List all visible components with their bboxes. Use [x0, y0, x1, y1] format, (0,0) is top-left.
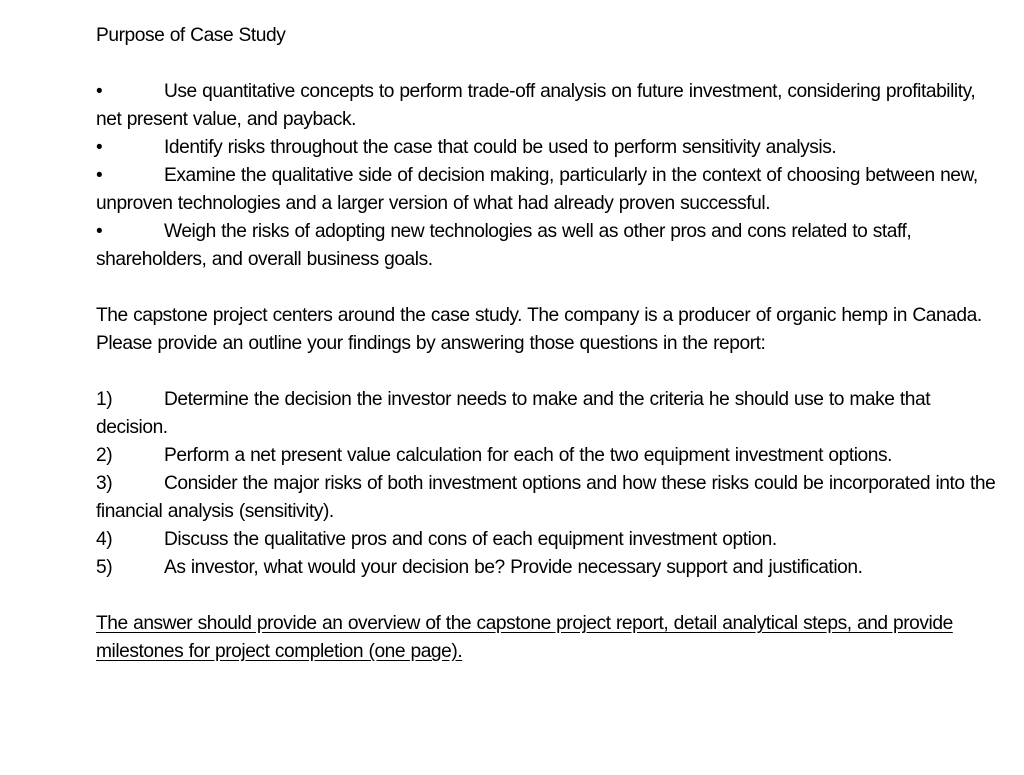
bullet-icon: •: [96, 165, 103, 186]
document-page: [96, 22, 996, 666]
question-number: 3): [96, 473, 113, 494]
question-item: [96, 442, 996, 470]
question-item: [96, 554, 996, 582]
bullet-item: [96, 134, 996, 162]
bullet-text: Use quantitative concepts to perform trade-off analysis on future investment, considering profitability, net present value, and payback.: [96, 81, 976, 130]
question-text: Consider the major risks of both investment options and how these risks could be incorporated into the financial analysis (sensitivity).: [96, 473, 996, 522]
spacer: [96, 358, 996, 386]
bullet-item: [96, 78, 996, 134]
bullet-item: [96, 218, 996, 274]
question-number: 1): [96, 389, 113, 410]
bullet-text: Weigh the risks of adopting new technologies as well as other pros and cons related to staff, shareholders, and overall business goals.: [96, 221, 912, 270]
spacer: [96, 50, 996, 78]
bullet-item: [96, 162, 996, 218]
purpose-bullet-list: [96, 78, 996, 274]
question-item: [96, 386, 996, 442]
question-text: Determine the decision the investor needs to make and the criteria he should use to make that decision.: [96, 389, 931, 438]
question-text: Perform a net present value calculation for each of the two equipment investment options.: [164, 445, 892, 466]
bullet-text: Identify risks throughout the case that could be used to perform sensitivity analysis.: [164, 137, 837, 158]
question-text: Discuss the qualitative pros and cons of each equipment investment option.: [164, 529, 777, 550]
spacer: [96, 274, 996, 302]
intro-paragraph: The capstone project centers around the case study. The company is a producer of organic hemp in Canada. Please provide an outline your findings by answering those questions in the report:: [96, 305, 982, 354]
question-item: [96, 470, 996, 526]
closing-instruction: The answer should provide an overview of the capstone project report, detail analytical steps, and provide milestones for project completion (one page).: [96, 613, 953, 662]
spacer: [96, 582, 996, 610]
question-number: 4): [96, 529, 113, 550]
section-heading: Purpose of Case Study: [96, 25, 286, 46]
question-item: [96, 526, 996, 554]
question-list: [96, 386, 996, 582]
bullet-icon: •: [96, 221, 103, 242]
bullet-text: Examine the qualitative side of decision making, particularly in the context of choosing between new, unproven technologies and a larger version of what had already proven successful.: [96, 165, 978, 214]
question-text: As investor, what would your decision be? Provide necessary support and justification.: [164, 557, 863, 578]
bullet-icon: •: [96, 81, 103, 102]
bullet-icon: •: [96, 137, 103, 158]
question-number: 5): [96, 557, 113, 578]
question-number: 2): [96, 445, 113, 466]
